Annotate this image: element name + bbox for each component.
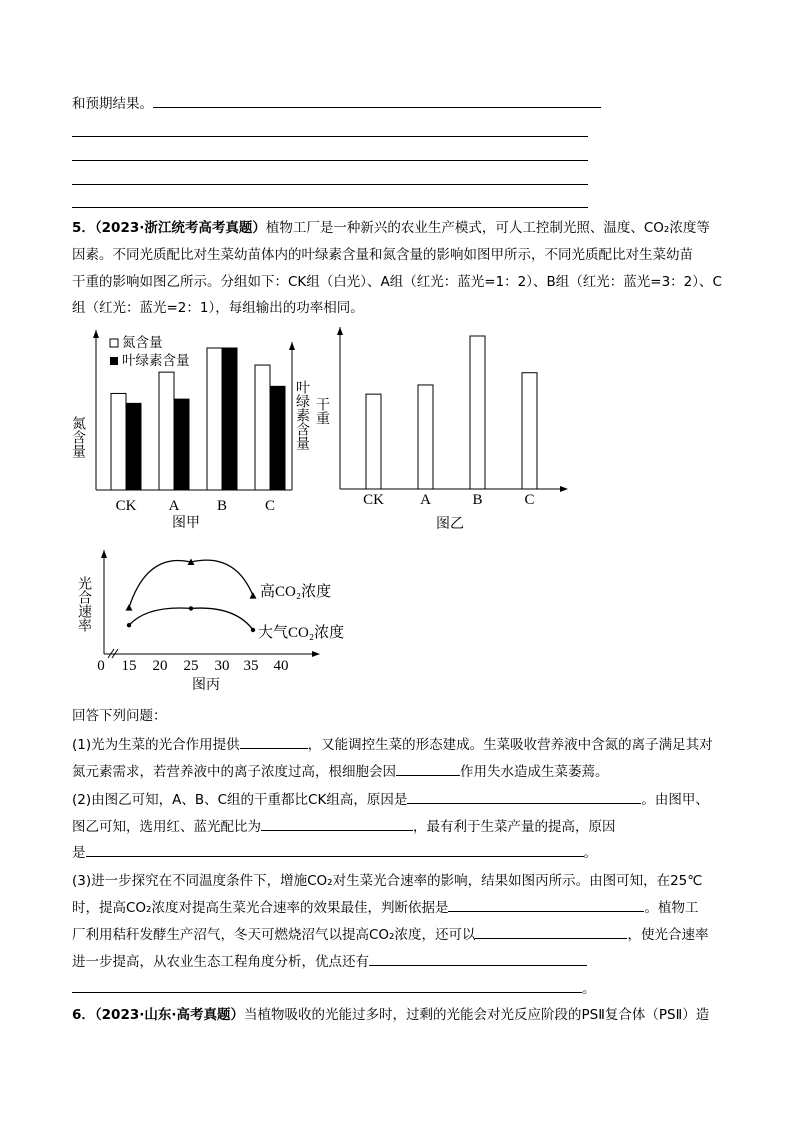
p3-text-g: 。 — [582, 981, 596, 997]
jia-tick-label: CK — [115, 498, 137, 514]
p2-text-a: (2)由图乙可知，A、B、C组的干重都比CK组高，原因是 — [72, 792, 408, 808]
p3-blank-2[interactable] — [475, 925, 627, 939]
answer-intro: 回答下列问题： — [72, 708, 167, 724]
p1-blank-2[interactable] — [396, 762, 460, 776]
jia-bar-nitrogen-CK — [111, 393, 126, 490]
p2-line-3 — [72, 843, 597, 862]
p1-line-2 — [72, 762, 609, 781]
p3-line-1: (3)进一步探究在不同温度条件下，增施CO₂对生菜光合速率的影响，结果如图丙所示。由图可知，在25℃ — [72, 873, 703, 889]
bing-tick-label: 25 — [183, 658, 199, 674]
bing-series-label-high: 高CO₂浓度 — [260, 584, 332, 600]
p1-blank-1[interactable] — [240, 735, 308, 749]
q5-line-4: 组（红光：蓝光=2：1），每组输出的功率相同。 — [72, 300, 364, 316]
bing-point-ambient-co2 — [251, 628, 255, 632]
bing-tick-label: 0 — [97, 658, 105, 674]
q6-line-1 — [72, 1006, 709, 1024]
jia-ylabel-left: 氮含量 — [70, 416, 86, 458]
p1-text-b: ，又能调控生菜的形态建成。生菜吸收营养液中含氮的离子满足其对 — [307, 737, 713, 753]
jia-bar-chlorophyll-C — [270, 386, 285, 490]
jia-bar-nitrogen-B — [207, 348, 222, 490]
bing-tick-label: 15 — [121, 658, 137, 674]
q5-line-2: 因素。不同光质配比对生菜幼苗体内的叶绿素含量和氮含量的影响如图甲所示，不同光质配比对生菜幼苗 — [72, 247, 693, 263]
bing-tick-label: 30 — [214, 658, 230, 674]
yi-arrow-x — [560, 486, 568, 492]
bing-point-high-co2 — [250, 592, 257, 599]
p2-line-1 — [72, 790, 709, 809]
bing-tick-label: 35 — [243, 658, 259, 674]
figure-jia — [72, 330, 328, 535]
p3-line-4 — [72, 952, 587, 971]
yi-bar-CK — [366, 394, 381, 489]
p3-line-5 — [72, 979, 596, 998]
jia-tick-label: C — [264, 498, 276, 514]
prev-lead: 和预期结果。 — [72, 96, 153, 112]
p2-blank-3[interactable] — [86, 843, 584, 857]
q5-line-3: 干重的影响如图乙所示。分组如下：CK组（白光）、A组（红光：蓝光=1：2）、B组（红光：蓝光=3：2）、C — [72, 274, 722, 290]
legend-filled-box — [110, 357, 118, 365]
bing-arrow-y — [101, 550, 107, 558]
p2-line-2 — [72, 817, 616, 836]
bing-ylabel: 光合速率 — [76, 576, 92, 632]
yi-bar-B — [470, 336, 485, 489]
p3-blank-4[interactable] — [72, 979, 582, 993]
jia-bar-chlorophyll-B — [222, 348, 237, 490]
jia-ylabel-right: 叶绿素含量 — [294, 380, 310, 450]
p3-text-c: 。植物工 — [644, 900, 699, 916]
legend-nitrogen: 氮含量 — [122, 335, 163, 351]
p2-text-c: 图乙可知，选用红、蓝光配比为 — [72, 819, 261, 835]
p1-text-a: (1)光为生菜的光合作用提供 — [72, 737, 240, 753]
p3-blank-3[interactable] — [369, 952, 587, 966]
figure-yi — [314, 325, 576, 535]
jia-bar-chlorophyll-CK — [126, 403, 141, 490]
p3-text-b: 时，提高CO₂浓度对提高生菜光合速率的效果最佳，判断依据是 — [72, 900, 449, 916]
bing-tick-label: 40 — [273, 658, 289, 674]
p3-line-2 — [72, 898, 698, 917]
yi-caption: 图乙 — [436, 516, 464, 532]
p2-blank-2[interactable] — [261, 817, 413, 831]
p3-blank-1[interactable] — [448, 898, 644, 912]
yi-arrow-y — [337, 327, 343, 335]
q5-number: 5． — [72, 220, 95, 236]
bing-curve-ambient-co2 — [129, 608, 253, 630]
yi-tick-label: C — [524, 492, 535, 508]
jia-tick-label: B — [216, 498, 228, 514]
p1-text-c: 氮元素需求，若营养液中的离子浓度过高，根细胞会因 — [72, 764, 396, 780]
yi-tick-label: A — [420, 492, 431, 508]
bing-arrow-x — [312, 651, 320, 657]
prev-line-1 — [72, 94, 601, 113]
bing-curve-high-co2 — [129, 560, 253, 607]
jia-tick-label: A — [168, 498, 180, 514]
answer-line[interactable] — [72, 136, 588, 137]
bing-point-ambient-co2 — [189, 606, 193, 610]
p2-text-f: 。 — [583, 845, 597, 861]
figure-bing — [72, 548, 372, 693]
p2-text-b: 。由图甲、 — [641, 792, 709, 808]
jia-bar-chlorophyll-A — [174, 399, 189, 490]
yi-tick-label: CK — [363, 492, 384, 508]
yi-bar-A — [418, 385, 433, 489]
legend-open-box — [110, 339, 118, 347]
jia-caption: 图甲 — [172, 515, 200, 531]
jia-bar-nitrogen-A — [159, 372, 174, 490]
p1-line-1 — [72, 735, 713, 754]
p2-blank-1[interactable] — [407, 790, 641, 804]
q6-source: （2023·山东·高考真题） — [94, 1007, 244, 1023]
q5-line-1 — [72, 219, 710, 237]
p1-text-d: 作用失水造成生菜萎蔫。 — [460, 764, 609, 780]
p3-line-3 — [72, 925, 708, 944]
p3-text-e: ，使光合速率 — [627, 927, 709, 943]
yi-tick-label: B — [472, 492, 483, 508]
q6-stem: 当植物吸收的光能过多时，过剩的光能会对光反应阶段的PSⅡ复合体（PSⅡ）造 — [244, 1007, 710, 1023]
yi-ylabel: 干重 — [314, 397, 330, 425]
legend-chlorophyll: 叶绿素含量 — [122, 353, 190, 369]
p2-text-d: ，最有利于生菜产量的提高，原因 — [413, 819, 616, 835]
jia-arrow-left — [93, 330, 99, 338]
answer-line[interactable] — [72, 207, 588, 208]
q5-stem: 植物工厂是一种新兴的农业生产模式，可人工控制光照、温度、CO₂浓度等 — [265, 220, 710, 236]
bing-point-ambient-co2 — [127, 623, 131, 627]
p2-text-e: 是 — [72, 845, 86, 861]
jia-arrow-right — [289, 342, 295, 350]
p3-text-f: 进一步提高，从农业生态工程角度分析，优点还有 — [72, 954, 369, 970]
jia-bar-nitrogen-C — [255, 365, 270, 490]
answer-blank[interactable] — [153, 94, 601, 108]
answer-line[interactable] — [72, 184, 588, 185]
bing-caption: 图丙 — [192, 677, 220, 693]
yi-bar-C — [522, 373, 537, 489]
q6-number: 6． — [72, 1007, 95, 1023]
p3-text-d: 厂利用秸秆发酵生产沼气，冬天可燃烧沼气以提高CO₂浓度，还可以 — [72, 927, 476, 943]
bing-tick-label: 20 — [152, 658, 168, 674]
bing-point-high-co2 — [126, 604, 133, 611]
q5-source: （2023·浙江统考高考真题） — [94, 220, 266, 236]
bing-series-label-air: 大气CO₂浓度 — [258, 625, 345, 641]
answer-line[interactable] — [72, 160, 588, 161]
